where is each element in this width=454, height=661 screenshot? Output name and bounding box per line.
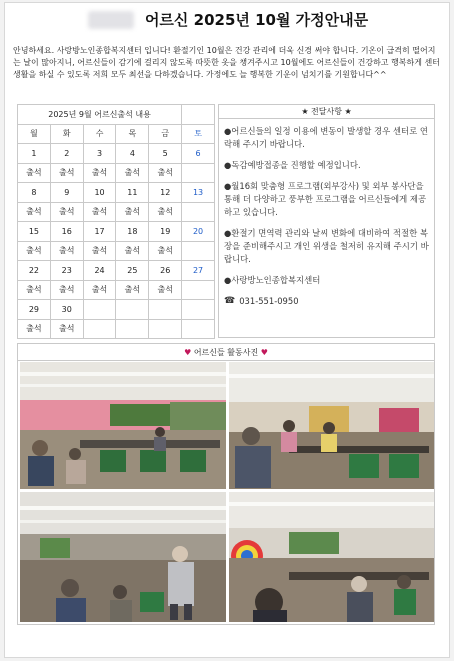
- attendance-mark: 출석: [83, 280, 116, 300]
- date-cell: 26: [149, 261, 182, 281]
- date-cell: 15: [18, 222, 51, 242]
- attendance-mark: [182, 319, 215, 339]
- date-cell: 19: [149, 222, 182, 242]
- attendance-mark: 출석: [50, 280, 83, 300]
- date-cell: 29: [18, 300, 51, 320]
- attendance-caption: 2025년 9월 어르신출석 내용: [18, 105, 182, 125]
- attendance-mark: 출석: [18, 241, 51, 261]
- date-cell: [116, 300, 149, 320]
- newsletter-page: [4, 2, 450, 658]
- date-cell: 10: [83, 183, 116, 203]
- intro-paragraph: 안녕하세요. 사랑방노인종합복지센터 입니다! 환절기인 10월은 건강 관리에 더욱 신경 써야 합니다. 기온이 급격히 떨어지는 날이 많아지니, 어르신들이 감기에 걸리지 않도록 따뜻한 옷을 챙겨주시고 10월에도 어르신들이 건강하고 행복하게 센터 생활을 하실 수 있도록 저희 모두 최선을 다하겠습니다. 가정에도 늘 행복한 기운이 넘치기를 기원합니다^^: [13, 46, 440, 79]
- date-cell: 25: [116, 261, 149, 281]
- date-cell: 30: [50, 300, 83, 320]
- date-row: [18, 144, 215, 164]
- date-cell-sat: 27: [182, 261, 215, 281]
- date-cell: 1: [18, 144, 51, 164]
- weekday-fri: 금: [149, 124, 182, 144]
- attendance-mark: 출석: [149, 202, 182, 222]
- attendance-mark: 출석: [50, 163, 83, 183]
- gallery-heading-row: [18, 344, 434, 361]
- activity-photo: [229, 492, 434, 622]
- date-cell: 2: [50, 144, 83, 164]
- attendance-mark: [182, 163, 215, 183]
- redacted-logo: [88, 11, 134, 29]
- attendance-mark: 출석: [149, 241, 182, 261]
- attendance-mark: 출석: [116, 163, 149, 183]
- date-cell: 24: [83, 261, 116, 281]
- heart-icon: ♥: [184, 348, 192, 357]
- weekday-sat: 토: [182, 124, 215, 144]
- notice-item: ●월16회 맞춤형 프로그램(외부강사) 및 외부 봉사단을 통해 더 다양하고 풍부한 프로그램을 어르신들에게 제공하고 있습니다.: [224, 181, 427, 217]
- mark-row: [18, 163, 215, 183]
- notice-body: [219, 119, 434, 308]
- date-row: [18, 183, 215, 203]
- mark-row: [18, 202, 215, 222]
- date-cell-sat: 6: [182, 144, 215, 164]
- heart-icon: ♥: [260, 348, 268, 357]
- phone-icon: ☎: [224, 296, 236, 306]
- attendance-mark: 출석: [116, 280, 149, 300]
- weekday-mon: 월: [18, 124, 51, 144]
- date-cell: 4: [116, 144, 149, 164]
- date-cell: 12: [149, 183, 182, 203]
- gallery-heading: 어르신들 활동사진: [193, 348, 259, 357]
- date-cell: [83, 300, 116, 320]
- phone-number: 031-551-0950: [239, 296, 299, 306]
- phone-row: [224, 295, 430, 308]
- center-name: ●사랑방노인종합복지센터: [224, 275, 321, 285]
- attendance-mark: 출석: [50, 319, 83, 339]
- date-cell: 9: [50, 183, 83, 203]
- date-row: [18, 261, 215, 281]
- attendance-mark: 출석: [18, 280, 51, 300]
- page-title: 어르신 2025년 10월 가정안내문: [144, 11, 369, 29]
- attendance-table: [17, 104, 215, 339]
- date-cell: 18: [116, 222, 149, 242]
- attendance-mark: 출석: [149, 163, 182, 183]
- activity-gallery: [17, 343, 435, 625]
- date-row: [18, 300, 215, 320]
- notice-item: ●독감예방접종을 진행할 예정입니다.: [224, 160, 361, 170]
- attendance-mark: 출석: [50, 202, 83, 222]
- attendance-caption-spacer: [182, 105, 215, 125]
- weekday-row: [18, 124, 215, 144]
- attendance-mark: 출석: [83, 163, 116, 183]
- weekday-tue: 화: [50, 124, 83, 144]
- date-cell-sat: [182, 300, 215, 320]
- mark-row: [18, 280, 215, 300]
- notice-heading: ★ 전달사항 ★: [219, 105, 434, 119]
- attendance-mark: [116, 319, 149, 339]
- date-cell: 22: [18, 261, 51, 281]
- activity-photo: [20, 362, 226, 489]
- attendance-mark: 출석: [50, 241, 83, 261]
- mark-row: [18, 241, 215, 261]
- weekday-wed: 수: [83, 124, 116, 144]
- date-cell: 23: [50, 261, 83, 281]
- date-cell: [149, 300, 182, 320]
- attendance-mark: 출석: [83, 202, 116, 222]
- date-cell-sat: 13: [182, 183, 215, 203]
- attendance-mark: [182, 241, 215, 261]
- date-cell-sat: 20: [182, 222, 215, 242]
- attendance-mark: 출석: [18, 202, 51, 222]
- notice-item: ●어르신들의 일정 이용에 변동이 발생할 경우 센터로 연락해 주시기 바랍니다.: [224, 126, 428, 149]
- activity-photo: [229, 362, 434, 489]
- notice-panel: [218, 104, 435, 338]
- date-cell: 3: [83, 144, 116, 164]
- attendance-mark: [182, 280, 215, 300]
- attendance-mark: 출석: [83, 241, 116, 261]
- attendance-mark: [182, 202, 215, 222]
- weekday-thu: 목: [116, 124, 149, 144]
- attendance-mark: [83, 319, 116, 339]
- attendance-mark: 출석: [149, 280, 182, 300]
- mark-row: [18, 319, 215, 339]
- attendance-mark: 출석: [18, 163, 51, 183]
- date-cell: 8: [18, 183, 51, 203]
- date-cell: 16: [50, 222, 83, 242]
- notice-item: ●환절기 면역력 관리와 날씨 변화에 대비하여 적절한 복장을 준비해주시고 개인 위생을 철저히 유지해 주시기 바랍니다.: [224, 228, 429, 264]
- date-cell: 11: [116, 183, 149, 203]
- date-cell: 5: [149, 144, 182, 164]
- attendance-mark: 출석: [18, 319, 51, 339]
- attendance-mark: [149, 319, 182, 339]
- activity-photo: [20, 492, 226, 622]
- date-cell: 17: [83, 222, 116, 242]
- title-row: [5, 9, 451, 35]
- attendance-mark: 출석: [116, 202, 149, 222]
- date-row: [18, 222, 215, 242]
- attendance-mark: 출석: [116, 241, 149, 261]
